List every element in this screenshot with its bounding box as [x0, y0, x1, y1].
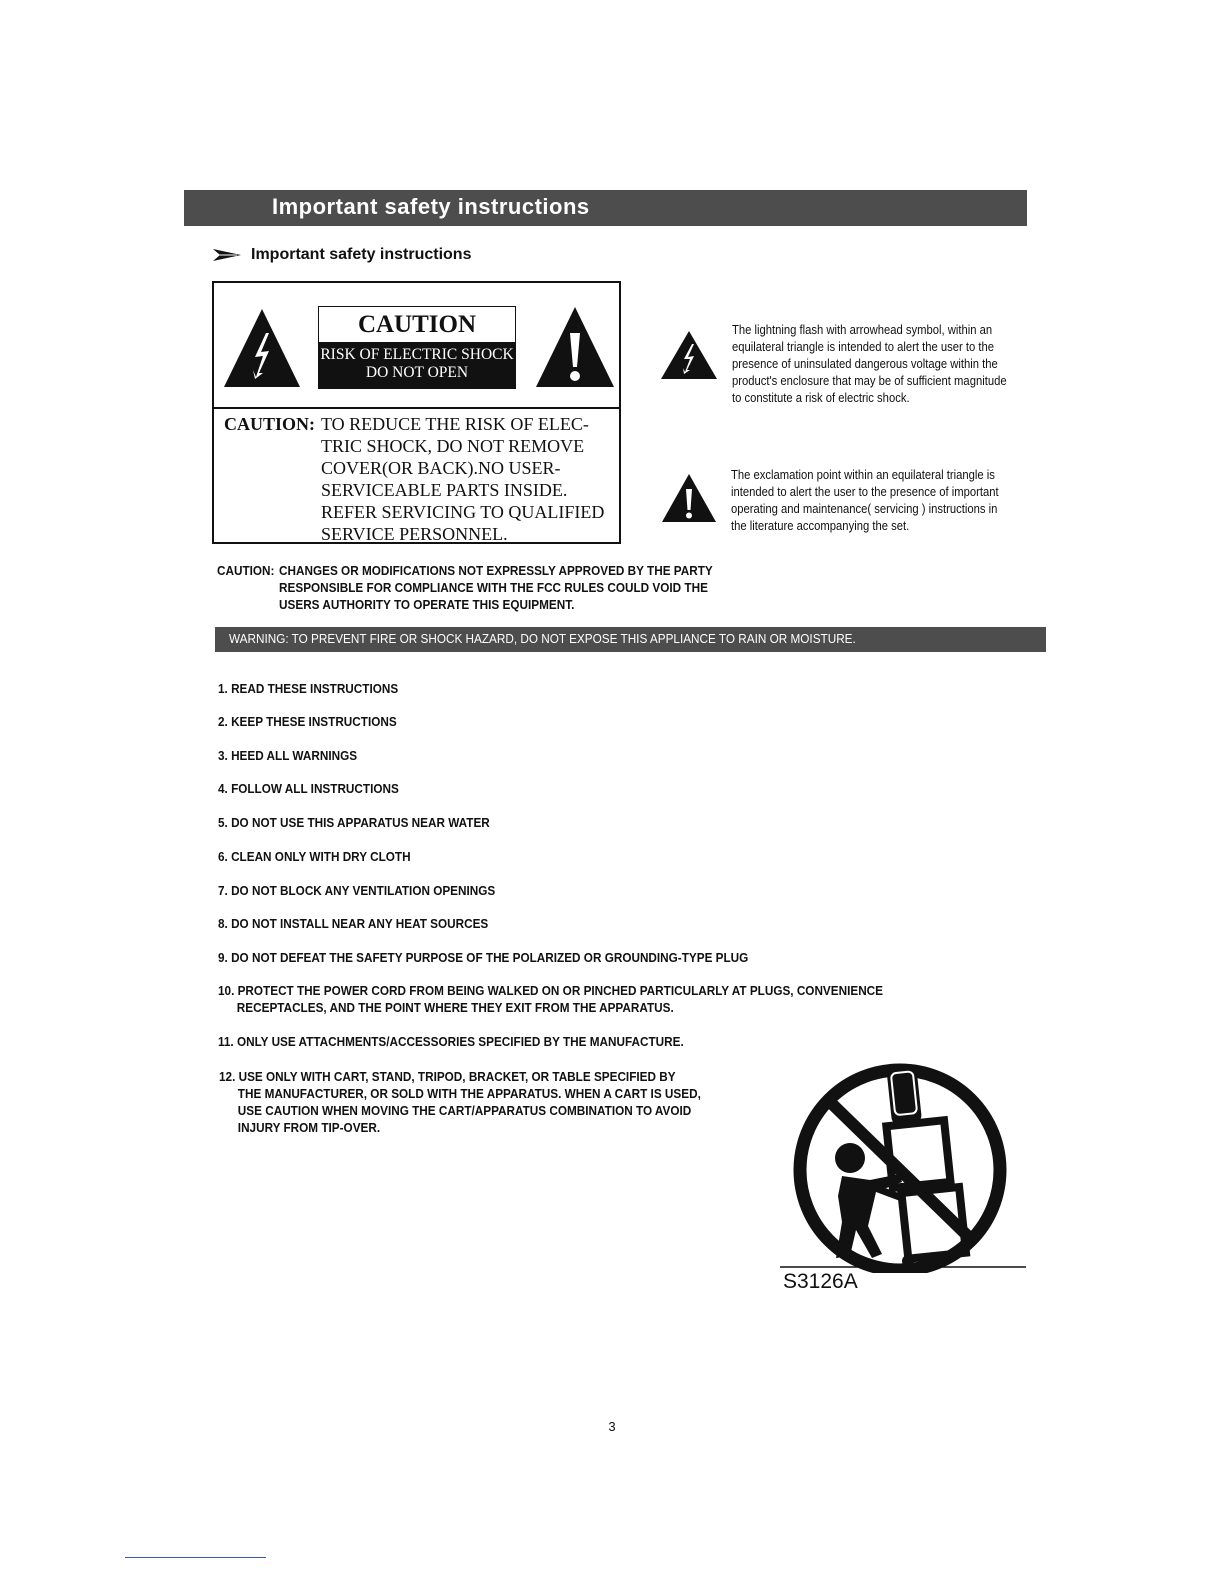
- page-number: 3: [608, 1419, 616, 1434]
- caution-prefix: CAUTION:: [224, 414, 316, 434]
- instruction-text: RECEPTACLES, AND THE POINT WHERE THEY EXIT FROM THE APPARATUS.: [236, 1001, 674, 1015]
- instruction-text: 4. FOLLOW ALL INSTRUCTIONS: [218, 782, 399, 796]
- caution-shock-line: DO NOT OPEN: [365, 364, 469, 381]
- instruction-text: 7. DO NOT BLOCK ANY VENTILATION OPENINGS: [218, 884, 496, 898]
- text-line: the literature accompanying the set.: [731, 519, 910, 533]
- warning-text: WARNING: TO PREVENT FIRE OR SHOCK HAZARD, DO NOT EXPOSE THIS APPLIANCE TO RAIN OR MOISTURE.: [229, 632, 856, 646]
- section-title: Important safety instructions: [272, 194, 590, 219]
- caution-line: TO REDUCE THE RISK OF ELEC-: [321, 414, 589, 434]
- arrow-bullet-icon: [213, 248, 241, 262]
- text-line: equilateral triangle is intended to alert the user to the: [732, 340, 995, 354]
- instruction-text: 10. PROTECT THE POWER CORD FROM BEING WALKED ON OR PINCHED PARTICULARLY AT PLUGS, CONVENIENCE: [218, 984, 884, 998]
- caution-title: CAUTION: [357, 311, 477, 338]
- lightning-symbol-explanation: [732, 322, 1007, 407]
- instruction-text: INJURY FROM TIP-OVER.: [237, 1121, 381, 1135]
- caution-line: TRIC SHOCK, DO NOT REMOVE: [321, 436, 585, 456]
- text-line: product's enclosure that may be of sufficient magnitude: [732, 374, 1007, 388]
- instruction-item: [218, 1034, 684, 1051]
- fcc-caution-prefix: CAUTION:: [217, 564, 275, 578]
- caution-label: [318, 306, 516, 389]
- fcc-caution-line: RESPONSIBLE FOR COMPLIANCE WITH THE FCC RULES COULD VOID THE: [279, 581, 708, 595]
- instruction-item: [218, 916, 488, 933]
- caution-box: [212, 281, 621, 544]
- instruction-text: 12. USE ONLY WITH CART, STAND, TRIPOD, BRACKET, OR TABLE SPECIFIED BY: [219, 1070, 676, 1084]
- instruction-item: [218, 815, 490, 832]
- exclamation-triangle-icon: [534, 305, 616, 389]
- fcc-caution-line: CHANGES OR MODIFICATIONS NOT EXPRESSLY APPROVED BY THE PARTY: [279, 564, 713, 578]
- subheading: [213, 244, 471, 266]
- exclamation-triangle-icon: [661, 473, 717, 523]
- footer-divider: [125, 1557, 266, 1558]
- text-line: The exclamation point within an equilateral triangle is: [731, 468, 995, 482]
- caution-line: SERVICE PERSONNEL.: [321, 524, 508, 544]
- caution-line: REFER SERVICING TO QUALIFIED: [321, 502, 605, 522]
- instruction-text: THE MANUFACTURER, OR SOLD WITH THE APPARATUS. WHEN A CART IS USED,: [237, 1087, 701, 1101]
- instruction-item: [218, 748, 357, 765]
- caution-shock-line: RISK OF ELECTRIC SHOCK: [320, 346, 514, 363]
- instruction-text: 5. DO NOT USE THIS APPARATUS NEAR WATER: [218, 816, 490, 830]
- instruction-item: [218, 681, 398, 698]
- section-header-bar: [184, 190, 1027, 226]
- instruction-text: 1. READ THESE INSTRUCTIONS: [218, 682, 399, 696]
- caution-shock-notice: [319, 342, 515, 388]
- fcc-caution-line: USERS AUTHORITY TO OPERATE THIS EQUIPMENT.: [279, 598, 575, 612]
- lightning-triangle-icon: [660, 330, 718, 380]
- instruction-item: [218, 883, 495, 900]
- instruction-text: 9. DO NOT DEFEAT THE SAFETY PURPOSE OF THE POLARIZED OR GROUNDING-TYPE PLUG: [218, 951, 749, 965]
- lightning-triangle-icon: [222, 307, 302, 389]
- instruction-item: [218, 950, 748, 967]
- subheading-text: Important safety instructions: [251, 246, 472, 263]
- instruction-item: [218, 983, 883, 1017]
- cart-tipover-warning-icon: [780, 1058, 1030, 1273]
- cart-symbol-caption: S3126A: [783, 1270, 858, 1293]
- instruction-item: [219, 1069, 701, 1137]
- caution-line: COVER(OR BACK).NO USER-: [321, 458, 561, 478]
- warning-bar: [215, 627, 1046, 652]
- instruction-item: [218, 849, 411, 866]
- text-line: presence of uninsulated dangerous voltage within the: [732, 357, 998, 371]
- instruction-text: 2. KEEP THESE INSTRUCTIONS: [218, 715, 397, 729]
- caution-line: SERVICEABLE PARTS INSIDE.: [321, 480, 568, 500]
- instruction-item: [218, 714, 397, 731]
- text-line: The lightning flash with arrowhead symbol, within an: [732, 323, 993, 337]
- caution-divider: [214, 407, 619, 409]
- instruction-text: 8. DO NOT INSTALL NEAR ANY HEAT SOURCES: [218, 917, 489, 931]
- instruction-text: 6. CLEAN ONLY WITH DRY CLOTH: [218, 850, 411, 864]
- instruction-text: 11. ONLY USE ATTACHMENTS/ACCESSORIES SPECIFIED BY THE MANUFACTURE.: [218, 1035, 684, 1049]
- text-line: operating and maintenance( servicing ) instructions in: [731, 502, 998, 516]
- text-line: to constitute a risk of electric shock.: [732, 391, 910, 405]
- instruction-text: USE CAUTION WHEN MOVING THE CART/APPARATUS COMBINATION TO AVOID: [237, 1104, 692, 1118]
- exclamation-symbol-explanation: [731, 467, 999, 535]
- instruction-item: [218, 781, 399, 798]
- instruction-text: 3. HEED ALL WARNINGS: [218, 749, 358, 763]
- text-line: intended to alert the user to the presence of important: [731, 485, 999, 499]
